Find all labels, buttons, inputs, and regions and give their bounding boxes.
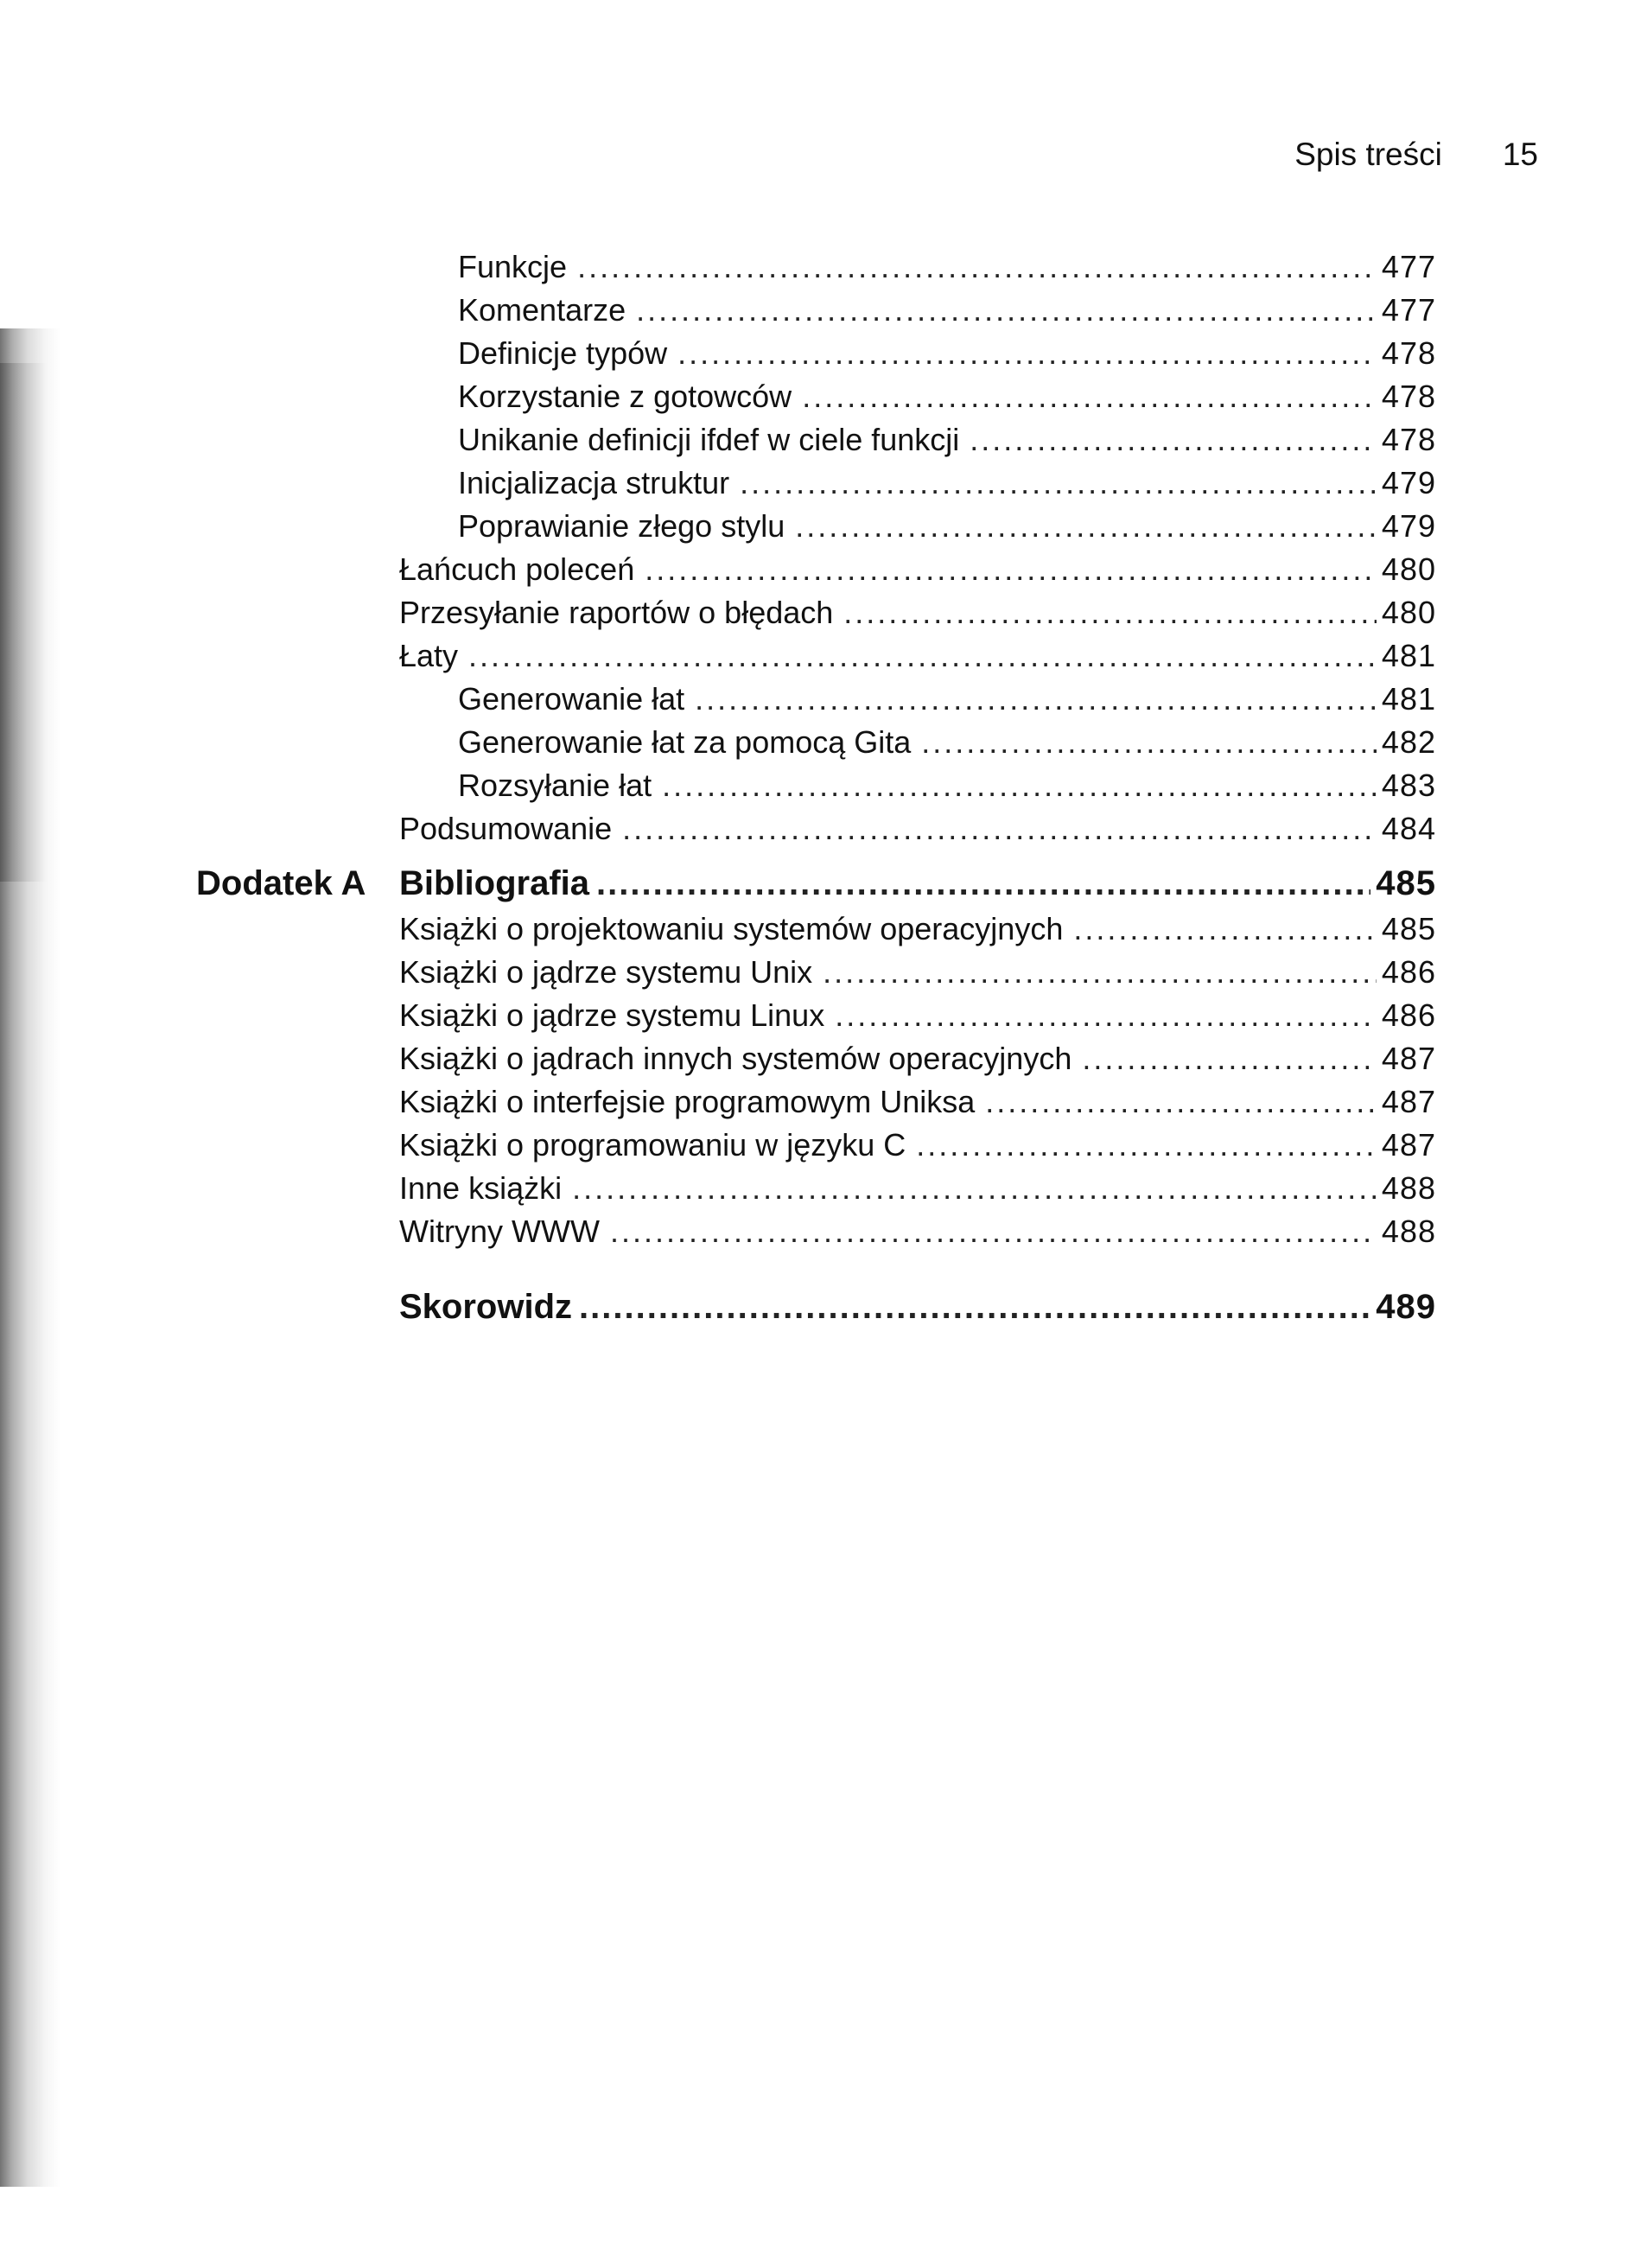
toc-entry: [399, 418, 1436, 462]
toc-leader-dots: [572, 1167, 1377, 1210]
toc-entry: [399, 505, 1436, 548]
toc-entry: [399, 951, 1436, 994]
appendix-prefix: Dodatek A: [196, 864, 366, 902]
toc-entry-page: 488: [1381, 1214, 1436, 1249]
toc-leader-dots: [677, 332, 1377, 375]
spacer: [399, 850, 1436, 859]
toc-entry: [399, 807, 1436, 850]
toc-entry: [399, 908, 1436, 951]
toc-leader-dots: [835, 994, 1377, 1037]
toc-entry-label: Definicje typów: [458, 335, 668, 371]
toc-entry-label: Generowanie łat za pomocą Gita: [458, 724, 912, 760]
toc-entry-label: Generowanie łat: [458, 681, 685, 717]
toc-entry-page: 488: [1381, 1170, 1436, 1206]
toc-entry-label: Rozsyłanie łat: [458, 768, 652, 803]
toc-leader-dots: [740, 462, 1377, 505]
toc-entry-page: 486: [1381, 997, 1436, 1033]
appendix-page: 485: [1376, 864, 1436, 902]
toc-leader-dots: [695, 678, 1377, 721]
toc-entry-label: Książki o interfejsie programowym Uniksa: [399, 1084, 976, 1119]
toc-entry-label: Inne książki: [399, 1170, 563, 1206]
toc-leader-dots: [795, 505, 1377, 548]
toc-entry-page: 487: [1381, 1127, 1436, 1163]
toc-leader-dots: [823, 951, 1377, 994]
toc-entry-page: 480: [1381, 595, 1436, 630]
toc-entry: [399, 462, 1436, 505]
toc-leader-dots: [579, 1283, 1370, 1331]
index-page: 489: [1376, 1288, 1436, 1326]
toc-entry-label: Książki o projektowaniu systemów operacyjnych: [399, 911, 1064, 946]
index-title: Skorowidz: [399, 1288, 573, 1326]
toc-entry-label: Książki o jądrze systemu Linux: [399, 997, 825, 1033]
toc-entry-page: 478: [1381, 422, 1436, 457]
toc-entry: [399, 548, 1436, 591]
toc-leader-dots: [916, 1124, 1377, 1167]
toc-leader-dots: [921, 721, 1377, 764]
toc-entry-label: Korzystanie z gotowców: [458, 379, 792, 414]
toc-entry-page: 477: [1381, 249, 1436, 284]
toc-entry-label: Witryny WWW: [399, 1214, 600, 1249]
toc-leader-dots: [577, 245, 1377, 289]
toc-entry-page: 487: [1381, 1041, 1436, 1076]
running-header: [1123, 137, 1538, 180]
toc-entry: [399, 764, 1436, 807]
toc-entry: [399, 1167, 1436, 1210]
toc-entry: [399, 678, 1436, 721]
toc-entry: [399, 375, 1436, 418]
toc-entry: [399, 245, 1436, 289]
spacer: [399, 1253, 1436, 1283]
toc-entry-page: 481: [1381, 638, 1436, 673]
toc-appendix-heading: [196, 859, 1436, 908]
toc-leader-dots: [662, 764, 1377, 807]
toc-leader-dots: [645, 548, 1377, 591]
toc-section-appendix: [399, 908, 1436, 1253]
toc-entry-page: 480: [1381, 551, 1436, 587]
table-of-contents: [196, 245, 1436, 1331]
toc-entry-page: 486: [1381, 954, 1436, 990]
toc-entry-page: 487: [1381, 1084, 1436, 1119]
toc-entry-label: Przesyłanie raportów o błędach: [399, 595, 834, 630]
toc-index-heading: [399, 1283, 1436, 1331]
toc-entry-page: 481: [1381, 681, 1436, 717]
toc-entry-label: Podsumowanie: [399, 811, 613, 846]
toc-entry-label: Książki o jądrach innych systemów operacyjnych: [399, 1041, 1072, 1076]
toc-entry-label: Inicjalizacja struktur: [458, 465, 730, 500]
toc-entry: [399, 332, 1436, 375]
toc-entry-page: 477: [1381, 292, 1436, 328]
toc-leader-dots: [1082, 1037, 1377, 1080]
toc-entry-label: Książki o programowaniu w języku C: [399, 1127, 906, 1163]
toc-entry-label: Łańcuch poleceń: [399, 551, 635, 587]
toc-leader-dots: [802, 375, 1377, 418]
toc-entry-page: 482: [1381, 724, 1436, 760]
toc-entry-label: Unikanie definicji ifdef w ciele funkcji: [458, 422, 960, 457]
toc-leader-dots: [622, 807, 1377, 850]
toc-entry-label: Poprawianie złego stylu: [458, 508, 785, 544]
toc-entry-page: 484: [1381, 811, 1436, 846]
toc-leader-dots: [596, 859, 1370, 908]
toc-entry: [399, 591, 1436, 634]
toc-leader-dots: [1073, 908, 1377, 951]
toc-entry-page: 479: [1381, 508, 1436, 544]
toc-section-top: [399, 245, 1436, 850]
toc-leader-dots: [970, 418, 1377, 462]
toc-entry: [399, 1037, 1436, 1080]
toc-entry: [399, 721, 1436, 764]
toc-entry-page: 478: [1381, 379, 1436, 414]
toc-leader-dots: [843, 591, 1377, 634]
toc-entry: [399, 289, 1436, 332]
toc-entry-page: 485: [1381, 911, 1436, 946]
scan-shadow-upper: [0, 363, 60, 882]
toc-entry: [399, 1124, 1436, 1167]
toc-entry: [399, 994, 1436, 1037]
toc-entry-label: Książki o jądrze systemu Unix: [399, 954, 813, 990]
toc-leader-dots: [985, 1080, 1377, 1124]
toc-entry-page: 483: [1381, 768, 1436, 803]
page-number: 15: [1502, 137, 1538, 172]
appendix-title: Bibliografia: [399, 864, 590, 902]
toc-entry-page: 479: [1381, 465, 1436, 500]
running-header-title: Spis treści: [1294, 137, 1442, 172]
toc-leader-dots: [610, 1210, 1377, 1253]
toc-entry-page: 478: [1381, 335, 1436, 371]
toc-entry: [399, 1210, 1436, 1253]
toc-leader-dots: [636, 289, 1377, 332]
toc-entry-label: Łaty: [399, 638, 459, 673]
toc-entry-label: Funkcje: [458, 249, 568, 284]
toc-entry: [399, 1080, 1436, 1124]
toc-leader-dots: [468, 634, 1377, 678]
toc-entry: [399, 634, 1436, 678]
toc-entry-label: Komentarze: [458, 292, 626, 328]
